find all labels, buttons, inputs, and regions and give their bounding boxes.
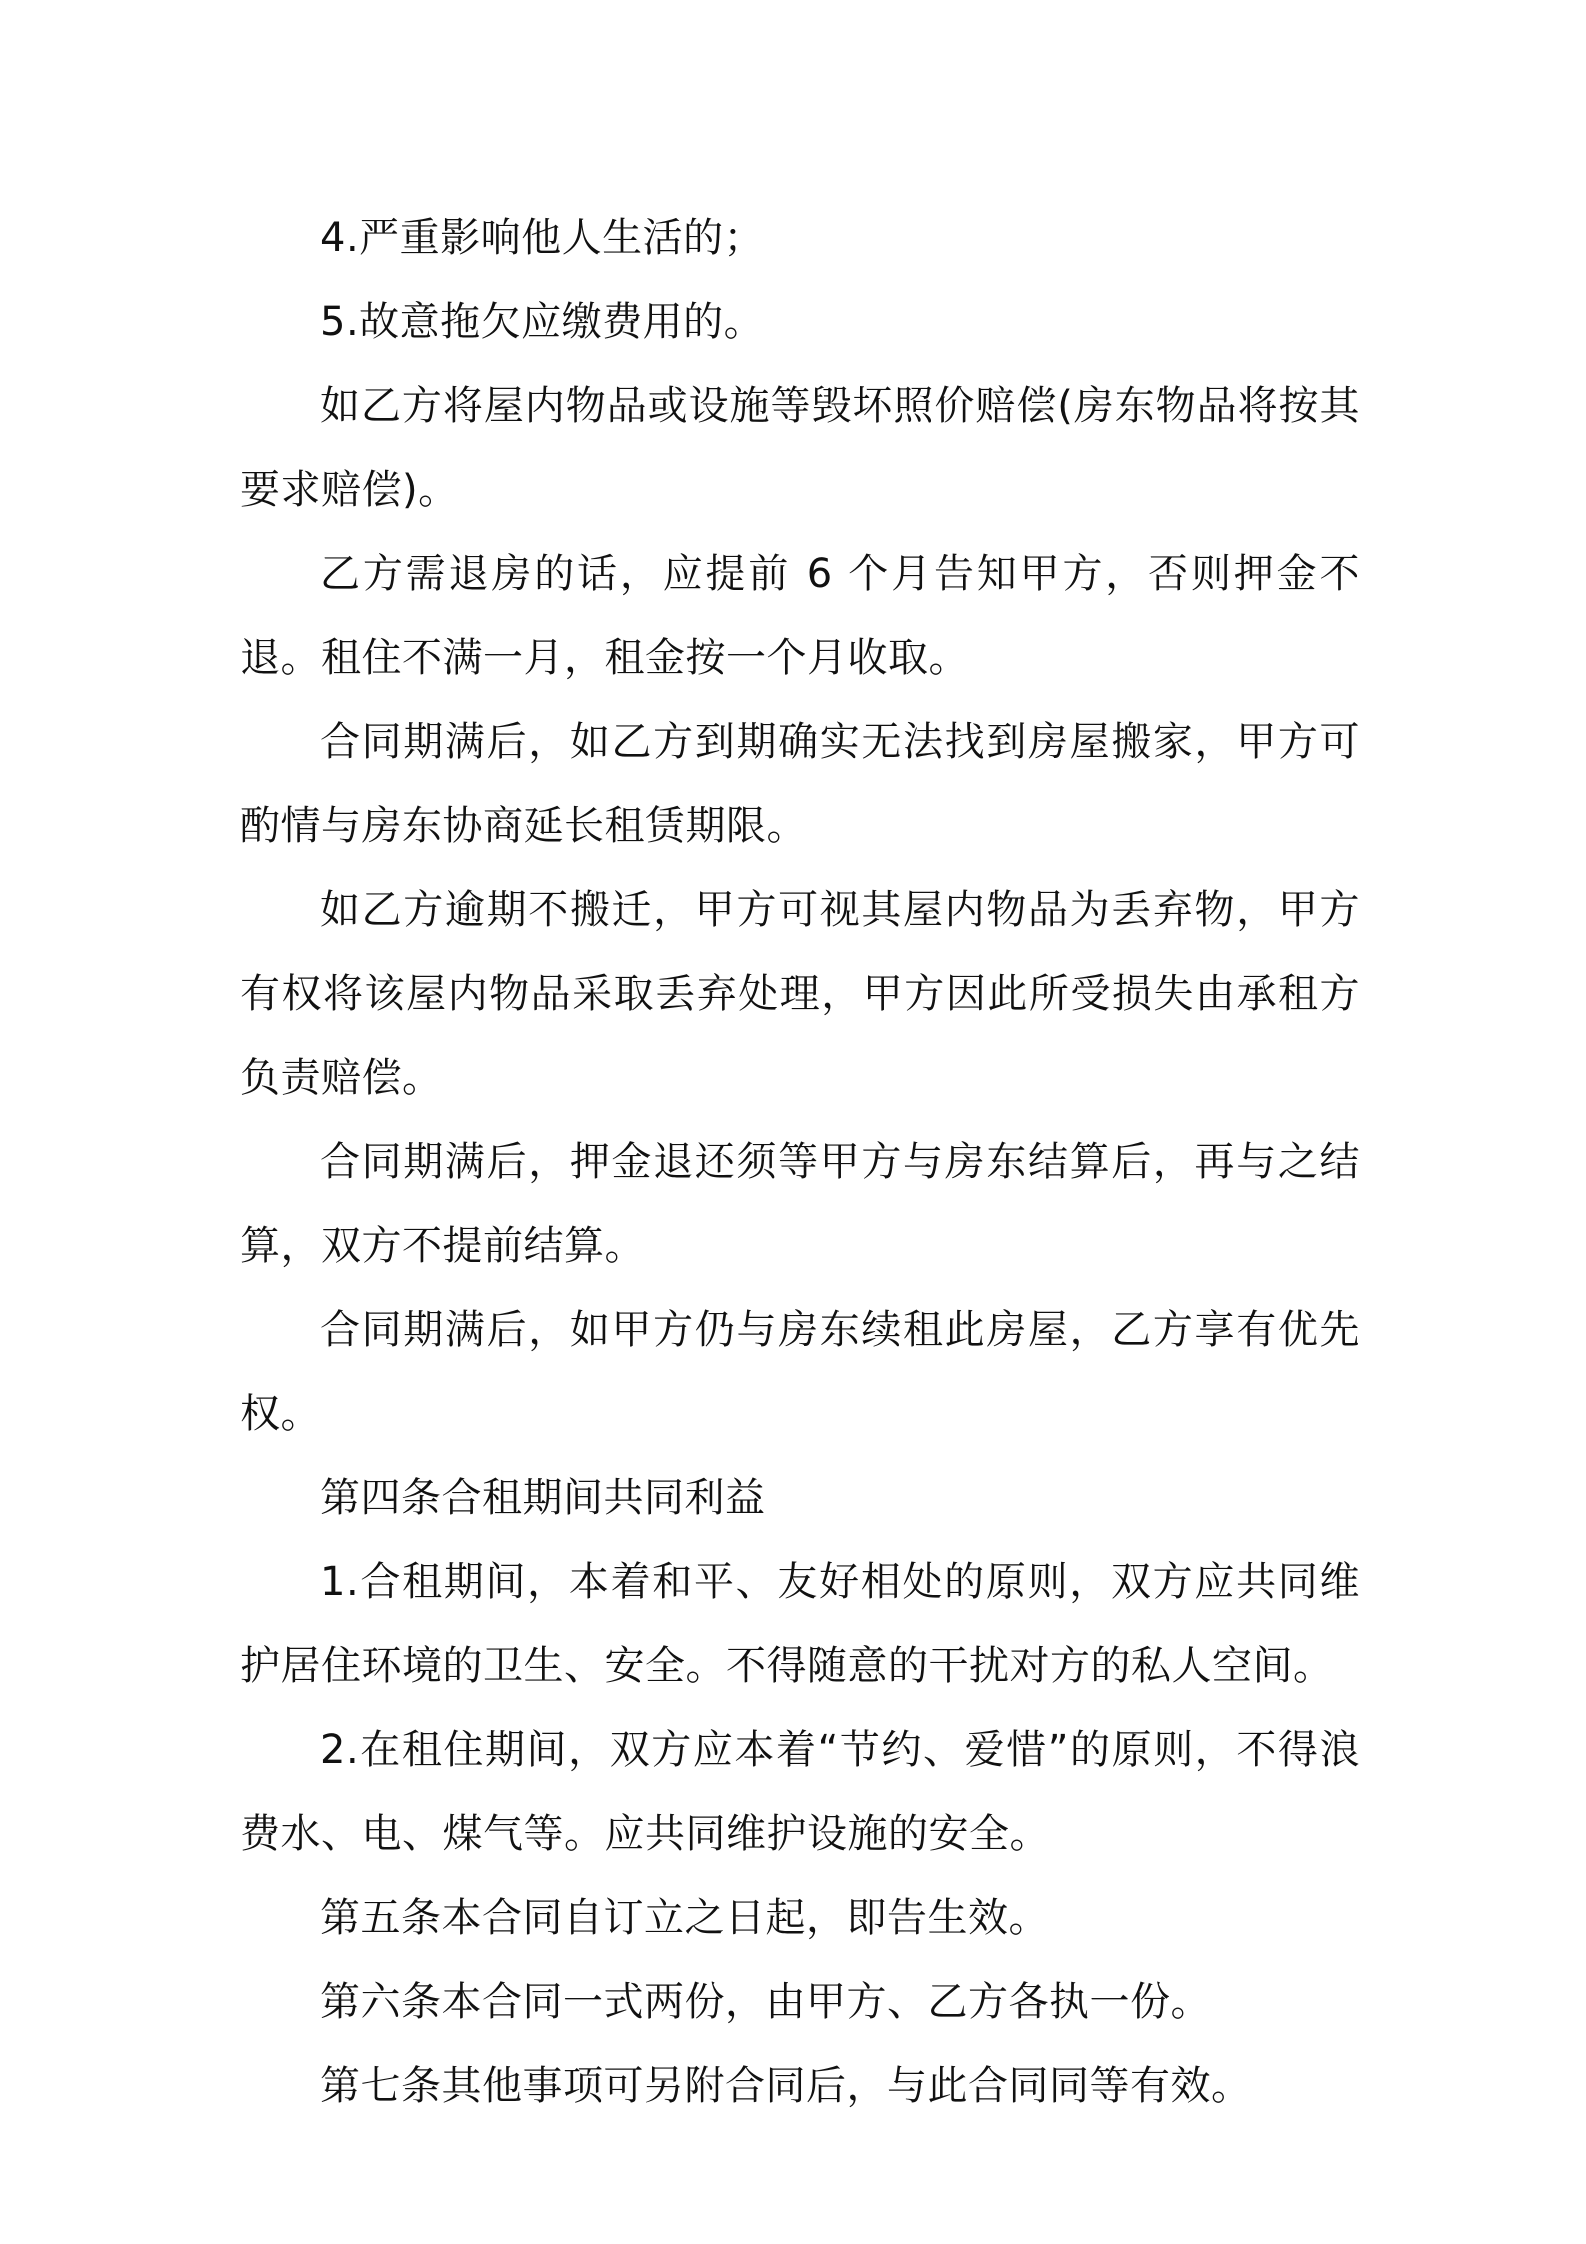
paragraph-article-4-item-2: 2.在租住期间，双方应本着“节约、爱惜”的原则，不得浪费水、电、煤气等。应共同维护设施的安全。 [240,1727,1360,1857]
paragraph-move-out-notice: 乙方需退房的话，应提前 6 个月告知甲方，否则押金不退。租住不满一月，租金按一个月收取。 [240,551,1360,681]
paragraph-deposit-refund: 合同期满后，押金退还须等甲方与房东结算后，再与之结算，双方不提前结算。 [240,1139,1360,1269]
section-heading-article-4: 第四条合租期间共同利益 [320,1475,766,1521]
paragraph-damage-compensation: 如乙方将屋内物品或设施等毁坏照价赔偿(房东物品将按其要求赔偿)。 [240,383,1360,513]
paragraph-lease-extension: 合同期满后，如乙方到期确实无法找到房屋搬家，甲方可酌情与房东协商延长租赁期限。 [240,719,1360,849]
paragraph-priority-right: 合同期满后，如甲方仍与房东续租此房屋，乙方享有优先权。 [240,1307,1360,1437]
paragraph-item-5: 5.故意拖欠应缴费用的。 [320,299,765,345]
paragraph-article-4-item-1: 1.合租期间，本着和平、友好相处的原则，双方应共同维护居住环境的卫生、安全。不得随意的干扰对方的私人空间。 [240,1559,1360,1689]
section-article-5: 第五条本合同自订立之日起，即告生效。 [320,1895,1049,1941]
document-body [240,196,1360,2128]
paragraph-item-4: 4.严重影响他人生活的； [320,215,765,261]
section-article-7: 第七条其他事项可另附合同后，与此合同同等有效。 [320,2063,1252,2109]
section-article-6: 第六条本合同一式两份，由甲方、乙方各执一份。 [320,1979,1211,2025]
paragraph-overdue-relocation: 如乙方逾期不搬迁，甲方可视其屋内物品为丢弃物，甲方有权将该屋内物品采取丢弃处理，甲方因此所受损失由承租方负责赔偿。 [240,887,1360,1101]
